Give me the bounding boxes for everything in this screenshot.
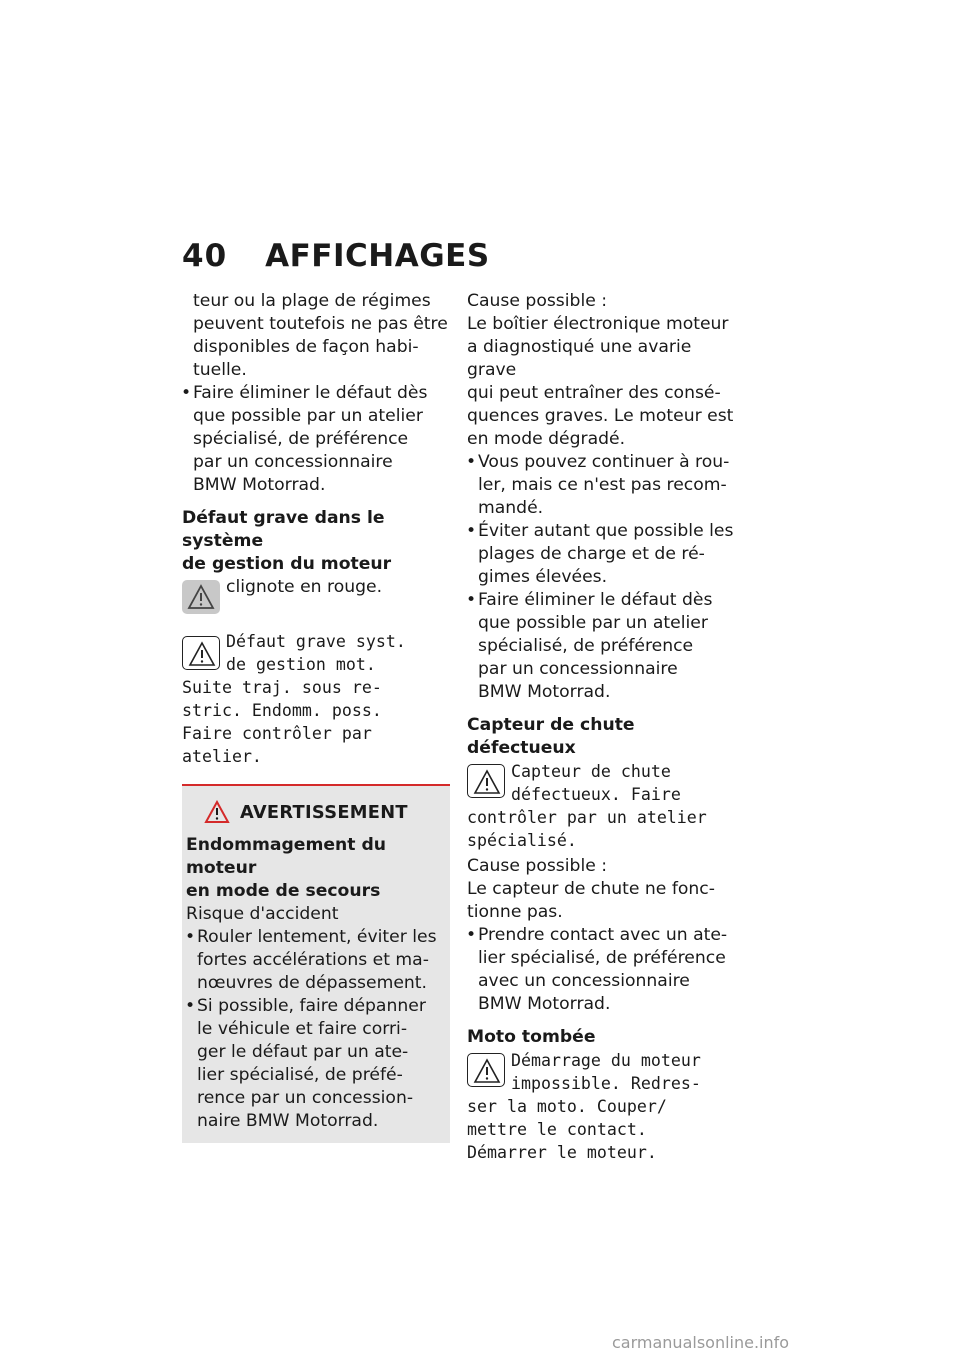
text-line: disponibles de façon habi-	[193, 337, 419, 357]
text-line: ler, mais ce n'est pas recom-	[478, 475, 727, 495]
text-line: naire BMW Motorrad.	[197, 1111, 379, 1131]
mono-line: mettre le contact.	[467, 1120, 647, 1139]
warning-triangle-icon	[204, 800, 230, 824]
list-item	[467, 451, 739, 520]
mono-line: spécialisé.	[467, 831, 577, 850]
text-line: peuvent toutefois ne pas être	[193, 314, 448, 334]
warning-title	[204, 800, 440, 824]
heading-line: de gestion du moteur	[182, 554, 392, 574]
display-message	[182, 630, 450, 768]
left-column	[182, 290, 450, 1143]
page-header	[182, 238, 490, 274]
mono-line: Démarrage du moteur	[511, 1051, 701, 1070]
text-line: • Éviter autant que possible les	[478, 521, 734, 541]
heading-line: en mode de secours	[186, 881, 381, 901]
warning-heading	[186, 834, 440, 903]
text-line: • Faire éliminer le défaut dès	[193, 383, 428, 403]
text-line: le véhicule et faire corri-	[197, 1019, 408, 1039]
text-line: tuelle.	[193, 360, 247, 380]
text-line: • Rouler lentement, éviter les	[197, 927, 437, 947]
text-line: lier spécialisé, de préférence	[478, 948, 726, 968]
warning-triangle-icon	[182, 636, 220, 670]
text-line: fortes accélérations et ma-	[197, 950, 429, 970]
text-line: rence par un concession-	[197, 1088, 414, 1108]
risk-text: Risque d'accident	[186, 904, 339, 924]
mono-line: stric. Endomm. poss.	[182, 701, 382, 720]
mono-line: Défaut grave syst.	[226, 632, 406, 651]
list-item	[186, 926, 440, 995]
mono-line: Capteur de chute	[511, 762, 671, 781]
text-line: BMW Motorrad.	[478, 994, 611, 1014]
mono-line: ser la moto. Couper/	[467, 1097, 667, 1116]
section-title: AFFICHAGES	[265, 238, 490, 274]
display-message	[467, 760, 739, 852]
text-line: teur ou la plage de régimes	[193, 291, 431, 311]
heading-line: Défaut grave dans le système	[182, 508, 385, 551]
text-line: par un concessionnaire	[478, 659, 678, 679]
text-line: qui peut entraîner des consé-	[467, 383, 721, 403]
right-column	[467, 290, 739, 1164]
text-line: avec un concessionnaire	[478, 971, 690, 991]
text-line: a diagnostiqué une avarie grave	[467, 337, 692, 380]
cause-label: Cause possible :	[467, 856, 608, 876]
text-line: gimes élevées.	[478, 567, 608, 587]
text-line: BMW Motorrad.	[478, 682, 611, 702]
mono-line: atelier.	[182, 747, 262, 766]
list-item	[467, 589, 739, 704]
mono-line: impossible. Redres-	[511, 1074, 701, 1093]
list-item	[467, 520, 739, 589]
warning-box	[182, 784, 450, 1143]
text-line: tionne pas.	[467, 902, 563, 922]
text-line: lier spécialisé, de préfé-	[197, 1065, 403, 1085]
heading-moto-tombee: Moto tombée	[467, 1027, 596, 1047]
continued-text	[182, 290, 450, 382]
mono-line: Faire contrôler par	[182, 724, 372, 743]
text-line: ger le défaut par un ate-	[197, 1042, 409, 1062]
mono-line: contrôler par un atelier	[467, 808, 707, 827]
warning-light-icon	[182, 580, 220, 614]
page-number: 40	[182, 238, 228, 274]
mono-line: Démarrer le moteur.	[467, 1143, 657, 1162]
text-line: spécialisé, de préférence	[193, 429, 409, 449]
warning-triangle-icon	[467, 764, 505, 798]
mono-line: de gestion mot.	[226, 655, 376, 674]
warning-light-row	[182, 576, 450, 622]
watermark: carmanualsonline.info	[612, 1333, 790, 1352]
display-message	[467, 1049, 739, 1164]
heading-defaut-grave	[182, 507, 450, 576]
warning-title-text: AVERTISSEMENT	[240, 801, 408, 823]
list-item	[186, 995, 440, 1133]
text-line: • Faire éliminer le défaut dès	[478, 590, 713, 610]
text-line: BMW Motorrad.	[193, 475, 326, 495]
text-line: que possible par un atelier	[478, 613, 708, 633]
heading-capteur-chute: Capteur de chute défectueux	[467, 715, 635, 758]
blink-text: clignote en rouge.	[226, 577, 383, 597]
text-line: • Prendre contact avec un ate-	[478, 925, 728, 945]
text-line: • Si possible, faire dépanner	[197, 996, 426, 1016]
text-line: Le boîtier électronique moteur	[467, 314, 729, 334]
cause-label: Cause possible :	[467, 291, 608, 311]
warning-triangle-icon	[467, 1053, 505, 1087]
mono-line: défectueux. Faire	[511, 785, 681, 804]
text-line: quences graves. Le moteur est	[467, 406, 734, 426]
text-line: que possible par un atelier	[193, 406, 423, 426]
text-line: nœuvres de dépassement.	[197, 973, 427, 993]
text-line: par un concessionnaire	[193, 452, 393, 472]
text-line: Le capteur de chute ne fonc-	[467, 879, 715, 899]
mono-line: Suite traj. sous re-	[182, 678, 382, 697]
text-line: spécialisé, de préférence	[478, 636, 694, 656]
text-line: plages de charge et de ré-	[478, 544, 705, 564]
text-line: en mode dégradé.	[467, 429, 626, 449]
list-item	[182, 382, 450, 497]
heading-line: Endommagement du moteur	[186, 835, 387, 878]
text-line: • Vous pouvez continuer à rou-	[478, 452, 730, 472]
list-item	[467, 924, 739, 1016]
text-line: mandé.	[478, 498, 544, 518]
cause-text	[467, 313, 739, 451]
